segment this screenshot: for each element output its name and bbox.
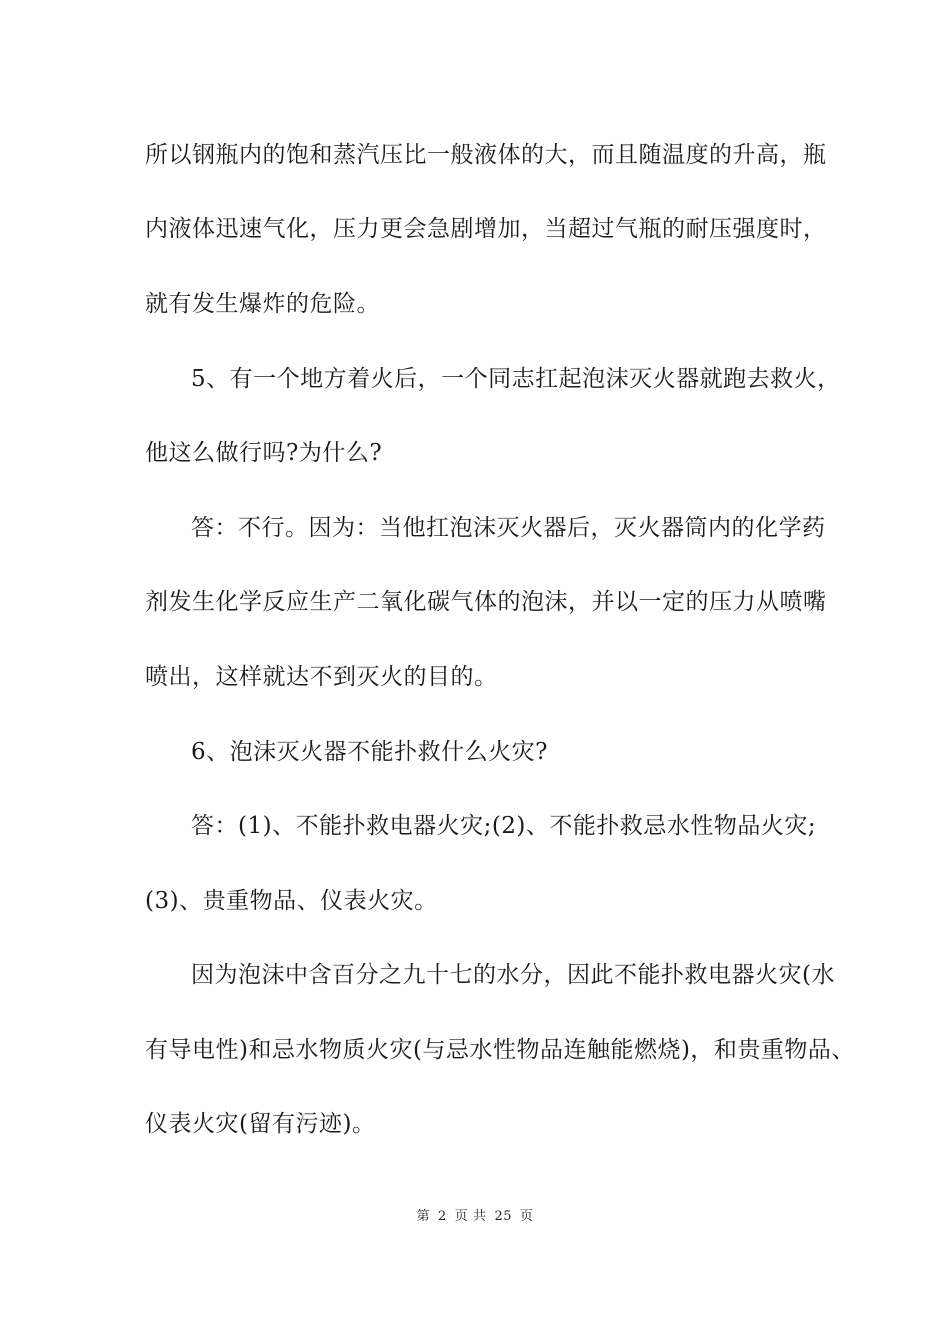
footer-suffix: 页 bbox=[519, 1209, 534, 1224]
footer-page-number: 2 bbox=[438, 1209, 447, 1224]
footer-prefix: 第 bbox=[416, 1209, 431, 1224]
page-footer bbox=[0, 1208, 950, 1226]
answer-6-line: (3)、贵重物品、仪表火灾。 bbox=[145, 888, 438, 914]
explanation-line: 因为泡沫中含百分之九十七的水分，因此不能扑救电器火灾(水 bbox=[191, 962, 835, 988]
paragraph-line: 就有发生爆炸的危险。 bbox=[145, 291, 380, 317]
footer-total-pages: 25 bbox=[494, 1209, 512, 1224]
paragraph-line: 内液体迅速气化，压力更会急剧增加，当超过气瓶的耐压强度时， bbox=[145, 216, 827, 242]
answer-5-line: 喷出，这样就达不到灭火的目的。 bbox=[145, 664, 498, 690]
answer-5-line: 答：不行。因为：当他扛泡沫灭火器后，灭火器筒内的化学药 bbox=[191, 515, 826, 541]
explanation-line: 仪表火灾(留有污迹)。 bbox=[145, 1111, 376, 1137]
answer-5-line: 剂发生化学反应生产二氧化碳气体的泡沫，并以一定的压力从喷嘴 bbox=[145, 589, 827, 615]
question-5-line: 他这么做行吗?为什么? bbox=[145, 440, 383, 466]
footer-mid: 页 共 bbox=[454, 1209, 487, 1224]
paragraph-line: 所以钢瓶内的饱和蒸汽压比一般液体的大，而且随温度的升高，瓶 bbox=[145, 142, 827, 168]
explanation-line: 有导电性)和忌水物质火灾(与忌水性物品连触能燃烧)，和贵重物品、 bbox=[145, 1037, 855, 1063]
question-6-line: 6、泡沫灭火器不能扑救什么火灾? bbox=[191, 739, 548, 765]
question-5-line: 5、有一个地方着火后，一个同志扛起泡沫灭火器就跑去救火， bbox=[191, 366, 841, 392]
answer-6-line: 答：(1)、不能扑救电器火灾;(2)、不能扑救忌水性物品火灾; bbox=[191, 813, 817, 839]
